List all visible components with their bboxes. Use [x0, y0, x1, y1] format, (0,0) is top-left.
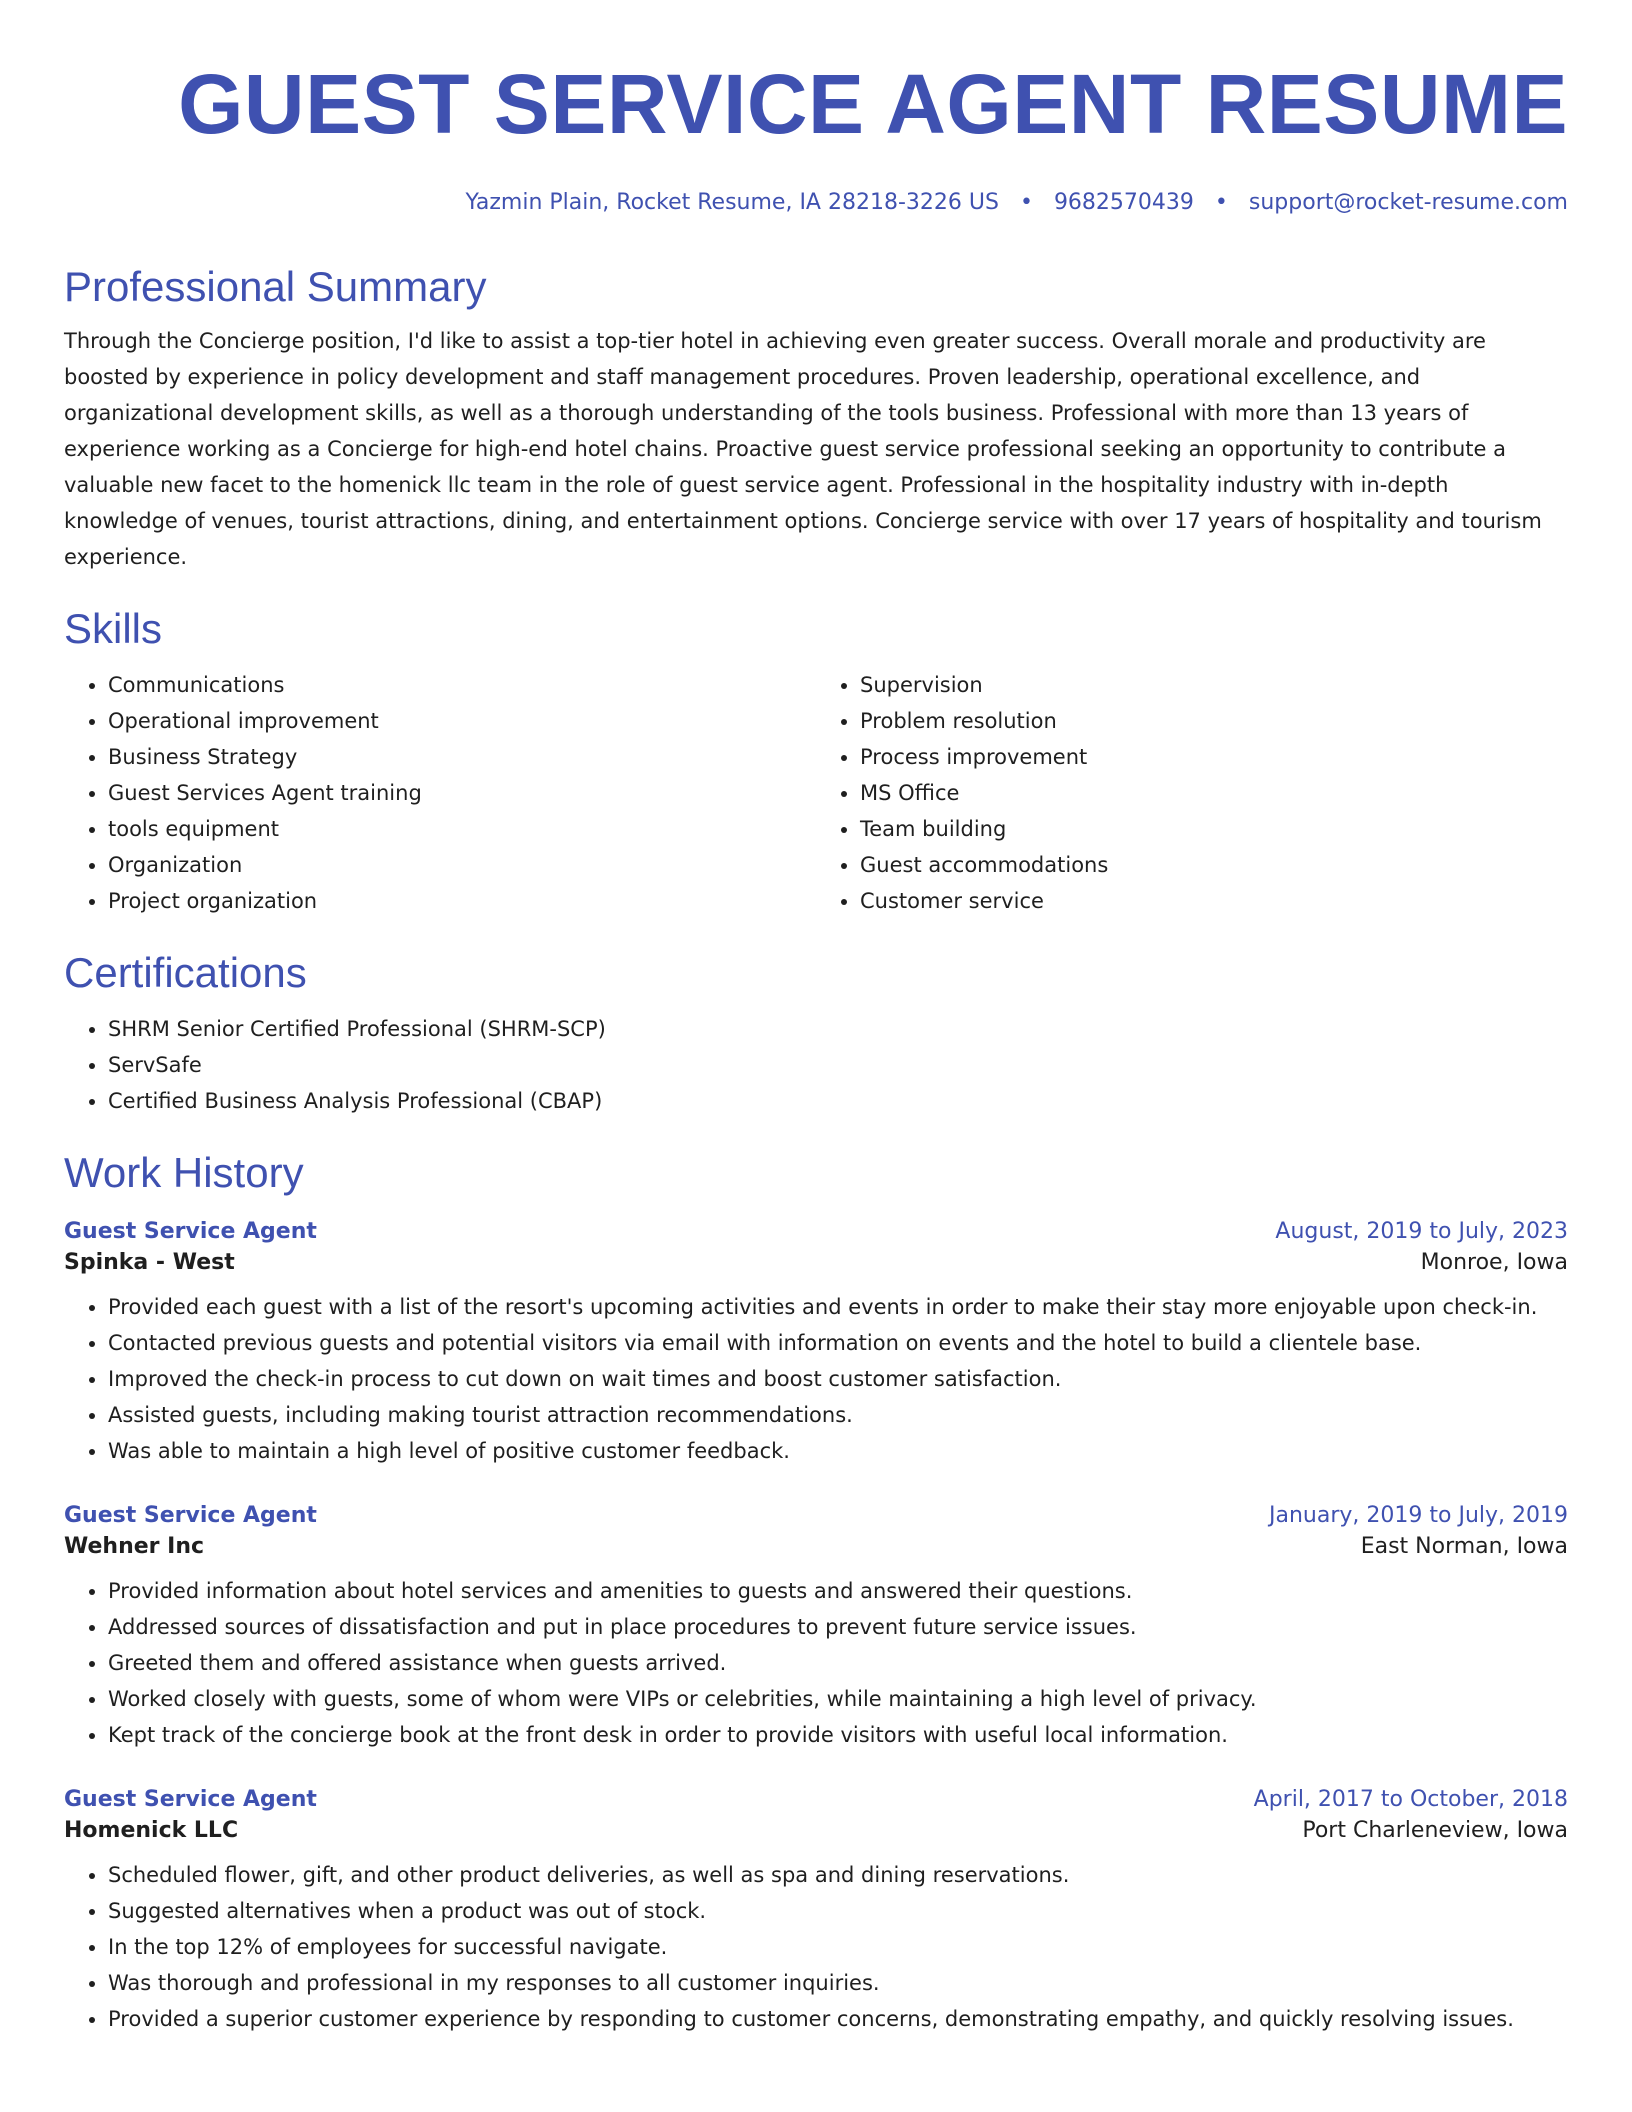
work-history-heading: Work History: [64, 1149, 304, 1196]
certification-item: • ServSafe: [108, 1047, 1568, 1083]
skill-item: • tools equipment: [108, 811, 816, 847]
job-bullet: • Addressed sources of dissatisfaction and put in place procedures to prevent future service issues.: [108, 1609, 1568, 1645]
contact-line: [64, 190, 1568, 215]
job-header-row: [64, 1503, 1568, 1528]
skill-item: • Business Strategy: [108, 739, 816, 775]
skills-list-left: [64, 667, 816, 919]
skills-list-right: [816, 667, 1568, 919]
skill-item: • Process improvement: [860, 739, 1568, 775]
job-dates: August, 2019 to July, 2023: [1275, 1219, 1568, 1244]
work-history-section: [64, 1149, 1568, 2037]
skill-item: • MS Office: [860, 775, 1568, 811]
skill-item: • Project organization: [108, 883, 816, 919]
contact-separator: •: [1019, 190, 1033, 215]
summary-heading: Professional Summary: [64, 263, 487, 310]
job-bullets: [64, 1289, 1568, 1469]
certifications-section: [64, 949, 1568, 1119]
job-bullet: • Provided each guest with a list of the resort's upcoming activities and events in order to make their stay more enjoyable upon check-in.: [108, 1289, 1568, 1325]
job-title: Guest Service Agent: [64, 1219, 317, 1244]
job-bullet: • Was thorough and professional in my responses to all customer inquiries.: [108, 1965, 1568, 2001]
job-company: Homenick LLC: [64, 1818, 239, 1843]
resume-title: GUEST SERVICE AGENT RESUME: [178, 57, 1568, 151]
job-company-row: [64, 1244, 1568, 1275]
skill-item: • Guest Services Agent training: [108, 775, 816, 811]
job-header-row: [64, 1787, 1568, 1812]
certifications-list: [64, 1011, 1568, 1119]
certification-item: • Certified Business Analysis Professional (CBAP): [108, 1083, 1568, 1119]
job-bullet: • Kept track of the concierge book at the front desk in order to provide visitors with useful local information.: [108, 1717, 1568, 1753]
contact-separator: •: [1214, 190, 1228, 215]
job-company-row: [64, 1528, 1568, 1559]
skill-item: • Team building: [860, 811, 1568, 847]
skill-item: • Guest accommodations: [860, 847, 1568, 883]
job-bullet: • Greeted them and offered assistance when guests arrived.: [108, 1645, 1568, 1681]
skills-section: [64, 605, 1568, 919]
job-title: Guest Service Agent: [64, 1503, 317, 1528]
job-bullet: • Worked closely with guests, some of whom were VIPs or celebrities, while maintaining a high level of privacy.: [108, 1681, 1568, 1717]
contact-email[interactable]: support@rocket-resume.com: [1248, 190, 1568, 215]
job-bullet: • Provided a superior customer experience by responding to customer concerns, demonstrating empathy, and quickly resolving issues.: [108, 2001, 1568, 2037]
job-title: Guest Service Agent: [64, 1787, 317, 1812]
job-company: Spinka - West: [64, 1250, 235, 1275]
certification-item: • SHRM Senior Certified Professional (SHRM-SCP): [108, 1011, 1568, 1047]
job-company-row: [64, 1812, 1568, 1843]
summary-text: Through the Concierge position, I'd like to assist a top-tier hotel in achieving even greater success. Overall morale and productivity are boosted by experience in policy development and staff management procedures. Proven leadership, operational excellence, and organizational development skills, as well as a thorough understanding of the tools business. Professional with more than 13 years of experience working as a Concierge for high-end hotel chains. Proactive guest service professional seeking an opportunity to contribute a valuable new facet to the homenick llc team in the role of guest service agent. Professional in the hospitality industry with in-depth knowledge of venues, tourist attractions, dining, and entertainment options. Concierge service with over 17 years of hospitality and tourism experience.: [64, 329, 1542, 569]
job-entry: [64, 1787, 1568, 2037]
job-location: Port Charleneview, Iowa: [1302, 1818, 1568, 1843]
job-location: East Norman, Iowa: [1360, 1534, 1568, 1559]
job-bullet: • Assisted guests, including making tourist attraction recommendations.: [108, 1397, 1568, 1433]
skill-item: • Customer service: [860, 883, 1568, 919]
contact-phone: 9682570439: [1053, 190, 1194, 215]
skill-item: • Problem resolution: [860, 703, 1568, 739]
job-entry: [64, 1219, 1568, 1469]
summary-section: [64, 263, 1568, 575]
skill-item: • Operational improvement: [108, 703, 816, 739]
contact-address: Yazmin Plain, Rocket Resume, IA 28218-3226 US: [465, 190, 999, 215]
skill-item: • Organization: [108, 847, 816, 883]
skills-heading: Skills: [64, 605, 163, 652]
job-bullet: • Improved the check-in process to cut down on wait times and boost customer satisfaction.: [108, 1361, 1568, 1397]
job-bullet: • Contacted previous guests and potential visitors via email with information on events and the hotel to build a clientele base.: [108, 1325, 1568, 1361]
job-bullets: [64, 1857, 1568, 2037]
job-bullet: • In the top 12% of employees for successful navigate.: [108, 1929, 1568, 1965]
job-dates: January, 2019 to July, 2019: [1269, 1503, 1568, 1528]
job-dates: April, 2017 to October, 2018: [1253, 1787, 1568, 1812]
job-bullet: • Scheduled flower, gift, and other product deliveries, as well as spa and dining reservations.: [108, 1857, 1568, 1893]
skills-columns: [64, 667, 1568, 919]
job-location: Monroe, Iowa: [1420, 1250, 1568, 1275]
job-bullets: [64, 1573, 1568, 1753]
skill-item: • Supervision: [860, 667, 1568, 703]
job-entry: [64, 1503, 1568, 1753]
job-bullet: • Was able to maintain a high level of positive customer feedback.: [108, 1433, 1568, 1469]
certifications-heading: Certifications: [64, 949, 307, 996]
job-header-row: [64, 1219, 1568, 1244]
job-bullet: • Provided information about hotel services and amenities to guests and answered their questions.: [108, 1573, 1568, 1609]
job-bullet: • Suggested alternatives when a product was out of stock.: [108, 1893, 1568, 1929]
job-company: Wehner Inc: [64, 1534, 205, 1559]
skill-item: • Communications: [108, 667, 816, 703]
